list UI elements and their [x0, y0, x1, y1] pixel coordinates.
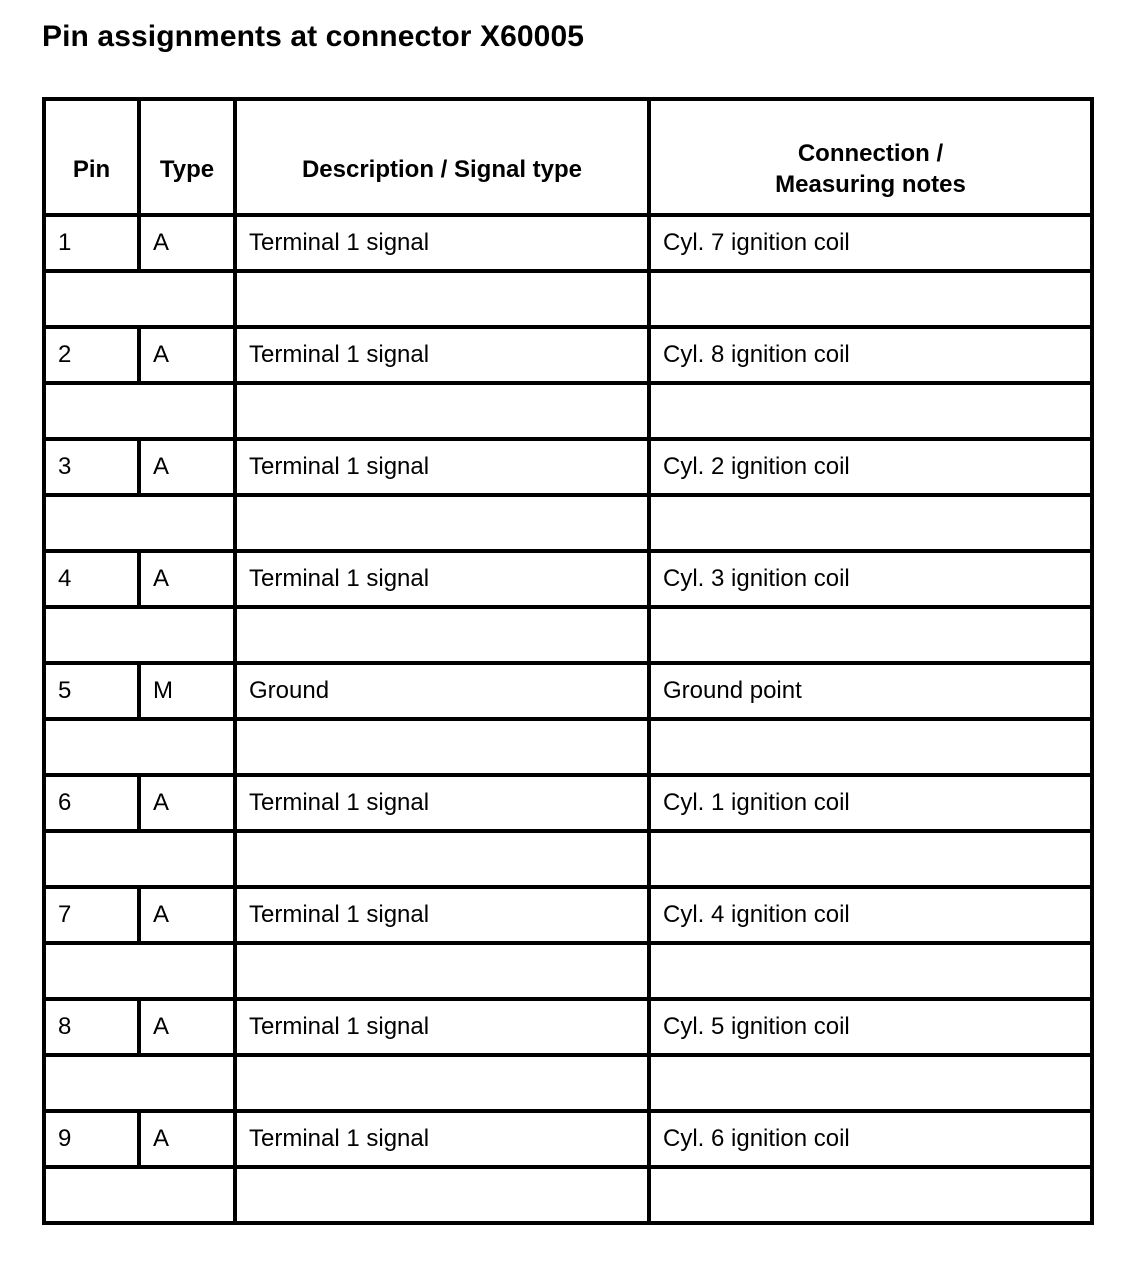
cell-description: Terminal 1 signal [235, 439, 649, 495]
cell-connection: Cyl. 5 ignition coil [649, 999, 1092, 1055]
cell-description: Ground [235, 663, 649, 719]
cell-pin: 7 [44, 887, 139, 943]
header-connection [649, 99, 1092, 215]
cell-description: Terminal 1 signal [235, 327, 649, 383]
cell-type: M [139, 663, 235, 719]
cell-connection: Cyl. 2 ignition coil [649, 439, 1092, 495]
cell-description: Terminal 1 signal [235, 1111, 649, 1167]
header-connection-line1: Connection / [797, 140, 944, 167]
cell-connection: Cyl. 7 ignition coil [649, 215, 1092, 271]
table-row [44, 327, 1092, 383]
cell-description: Terminal 1 signal [235, 215, 649, 271]
cell-connection: Cyl. 1 ignition coil [649, 775, 1092, 831]
cell-connection: Cyl. 6 ignition coil [649, 1111, 1092, 1167]
cell-connection: Cyl. 8 ignition coil [649, 327, 1092, 383]
spacer-row [44, 1167, 1092, 1223]
table-header-row [44, 99, 1092, 215]
cell-type: A [139, 1111, 235, 1167]
spacer-row [44, 495, 1092, 551]
cell-pin: 1 [44, 215, 139, 271]
cell-pin: 9 [44, 1111, 139, 1167]
cell-type: A [139, 775, 235, 831]
table-row [44, 887, 1092, 943]
spacer-row [44, 831, 1092, 887]
cell-connection: Cyl. 3 ignition coil [649, 551, 1092, 607]
cell-connection: Ground point [649, 663, 1092, 719]
cell-pin: 3 [44, 439, 139, 495]
header-description: Description / Signal type [235, 99, 649, 215]
page-title: Pin assignments at connector X60005 [42, 20, 585, 53]
cell-type: A [139, 327, 235, 383]
cell-type: A [139, 999, 235, 1055]
table-row [44, 1111, 1092, 1167]
table-row [44, 999, 1092, 1055]
spacer-row [44, 943, 1092, 999]
table-row [44, 215, 1092, 271]
cell-connection: Cyl. 4 ignition coil [649, 887, 1092, 943]
cell-pin: 5 [44, 663, 139, 719]
cell-pin: 6 [44, 775, 139, 831]
spacer-row [44, 719, 1092, 775]
cell-type: A [139, 551, 235, 607]
cell-type: A [139, 215, 235, 271]
pin-assignment-table [42, 97, 1094, 1225]
cell-description: Terminal 1 signal [235, 775, 649, 831]
cell-description: Terminal 1 signal [235, 999, 649, 1055]
table-row [44, 439, 1092, 495]
spacer-row [44, 271, 1092, 327]
cell-description: Terminal 1 signal [235, 551, 649, 607]
cell-type: A [139, 439, 235, 495]
header-type: Type [139, 99, 235, 215]
table-row [44, 551, 1092, 607]
cell-type: A [139, 887, 235, 943]
spacer-row [44, 383, 1092, 439]
cell-description: Terminal 1 signal [235, 887, 649, 943]
header-pin: Pin [44, 99, 139, 215]
table-row [44, 663, 1092, 719]
cell-pin: 8 [44, 999, 139, 1055]
cell-pin: 4 [44, 551, 139, 607]
cell-pin: 2 [44, 327, 139, 383]
table-row [44, 775, 1092, 831]
header-connection-line2: Measuring notes [775, 171, 966, 198]
spacer-row [44, 607, 1092, 663]
spacer-row [44, 1055, 1092, 1111]
